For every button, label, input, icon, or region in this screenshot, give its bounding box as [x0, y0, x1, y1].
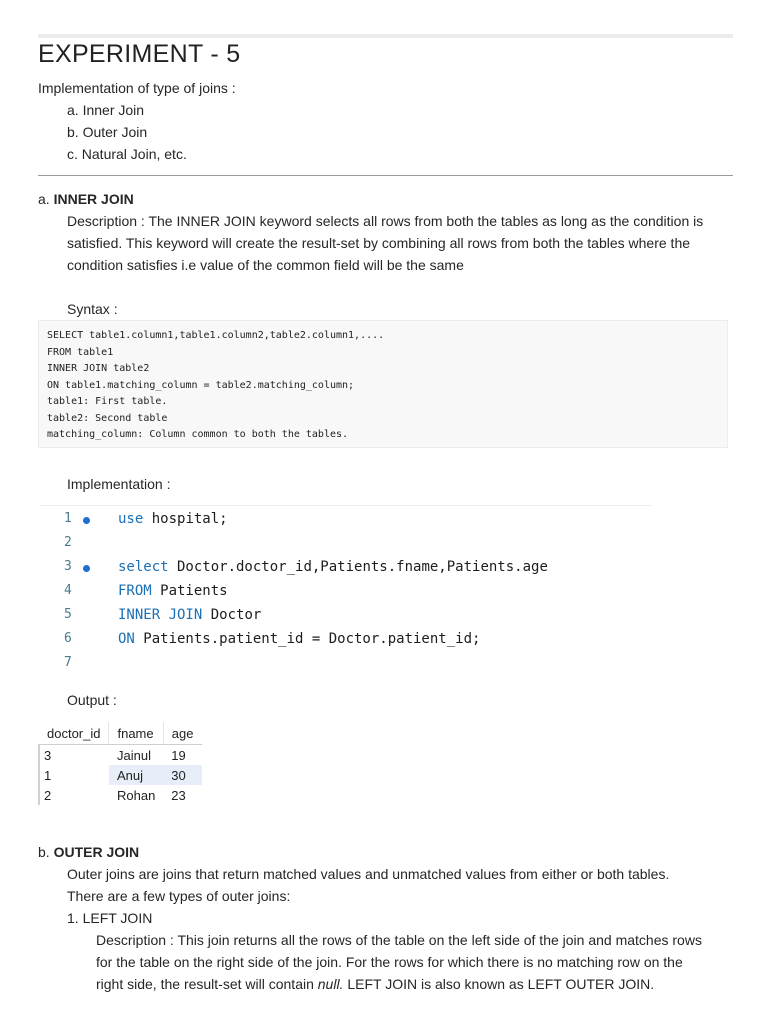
- implementation-label: Implementation :: [67, 476, 171, 492]
- inner-join-description: condition satisfies i.e value of the common field will be the same: [67, 257, 464, 273]
- output-table: [38, 722, 202, 805]
- code-line: FROM table1: [47, 346, 114, 358]
- join-type-item: b. Outer Join: [67, 124, 148, 140]
- syntax-code-block: [38, 320, 728, 448]
- line-number: 7: [64, 655, 72, 670]
- line-number: 3: [64, 559, 72, 574]
- inner-join-description: satisfied. This keyword will create the result-set by combining all rows from both the tables where the: [67, 235, 691, 251]
- line-number: 1: [64, 511, 72, 526]
- code-line: table1: First table.: [47, 396, 168, 407]
- code-line: SELECT table1.column1,table1.column2,table2.column1,....: [47, 330, 385, 341]
- line-number: 5: [64, 607, 72, 622]
- table-header-row: [39, 722, 202, 745]
- left-join-label: 1. LEFT JOIN: [67, 910, 153, 926]
- table-row: [39, 745, 202, 766]
- outer-join-description: There are a few types of outer joins:: [67, 888, 291, 904]
- table-cell: 2: [39, 785, 109, 805]
- syntax-label: Syntax :: [67, 301, 118, 317]
- table-cell: 19: [171, 747, 186, 763]
- code-line: ON Patients.patient_id = Doctor.patient_id;: [118, 631, 481, 647]
- left-join-description: for the table on the right side of the join. For the rows for which there is no matching row on the: [96, 954, 683, 970]
- statement-marker-icon: [83, 517, 90, 524]
- join-type-item: c. Natural Join, etc.: [67, 146, 187, 162]
- table-row: [39, 765, 202, 785]
- inner-join-heading: a. INNER JOIN: [38, 191, 134, 207]
- output-label: Output :: [67, 692, 117, 708]
- table-cell: 30: [163, 765, 201, 785]
- left-join-description: Description : This join returns all the rows of the table on the left side of the join and matches rows: [96, 932, 702, 948]
- table-cell: 1: [39, 765, 109, 785]
- code-line: table2: Second table: [47, 412, 168, 424]
- sql-editor: [40, 505, 652, 676]
- intro-text: Implementation of type of joins :: [38, 80, 236, 96]
- page-title: EXPERIMENT - 5: [38, 40, 241, 68]
- left-join-description: right side, the result-set will contain null. LEFT JOIN is also known as LEFT OUTER JOIN.: [96, 976, 655, 992]
- table-cell: Rohan: [116, 787, 156, 803]
- code-line: select Doctor.doctor_id,Patients.fname,Patients.age: [118, 559, 548, 575]
- table-cell: 3: [39, 745, 109, 766]
- code-line: INNER JOIN table2: [47, 363, 150, 374]
- code-line: ON table1.matching_column = table2.matching_column;: [47, 379, 355, 391]
- outer-join-heading: b. OUTER JOIN: [38, 844, 140, 860]
- column-header: fname: [109, 722, 163, 745]
- table-row: [39, 785, 202, 805]
- code-line: matching_column: Column common to both the tables.: [47, 429, 349, 440]
- outer-join-description: Outer joins are joins that return matched values and unmatched values from either or both tables.: [67, 866, 670, 882]
- inner-join-description: Description : The INNER JOIN keyword selects all rows from both the tables as long as the condition is: [67, 213, 704, 229]
- section-divider: [38, 175, 733, 176]
- column-header: age: [163, 722, 201, 745]
- column-header: doctor_id: [39, 722, 109, 745]
- table-cell: 23: [171, 787, 186, 803]
- line-number: 6: [64, 631, 72, 646]
- statement-marker-icon: [83, 565, 90, 572]
- code-line: use hospital;: [118, 511, 228, 527]
- line-number: 2: [64, 535, 72, 550]
- table-cell: Anuj: [109, 765, 163, 785]
- top-rule: [38, 34, 733, 38]
- line-number: 4: [64, 583, 72, 598]
- join-type-item: a. Inner Join: [67, 102, 145, 118]
- code-line: INNER JOIN Doctor: [118, 607, 262, 623]
- code-line: FROM Patients: [118, 583, 228, 599]
- table-cell: Jainul: [116, 747, 151, 763]
